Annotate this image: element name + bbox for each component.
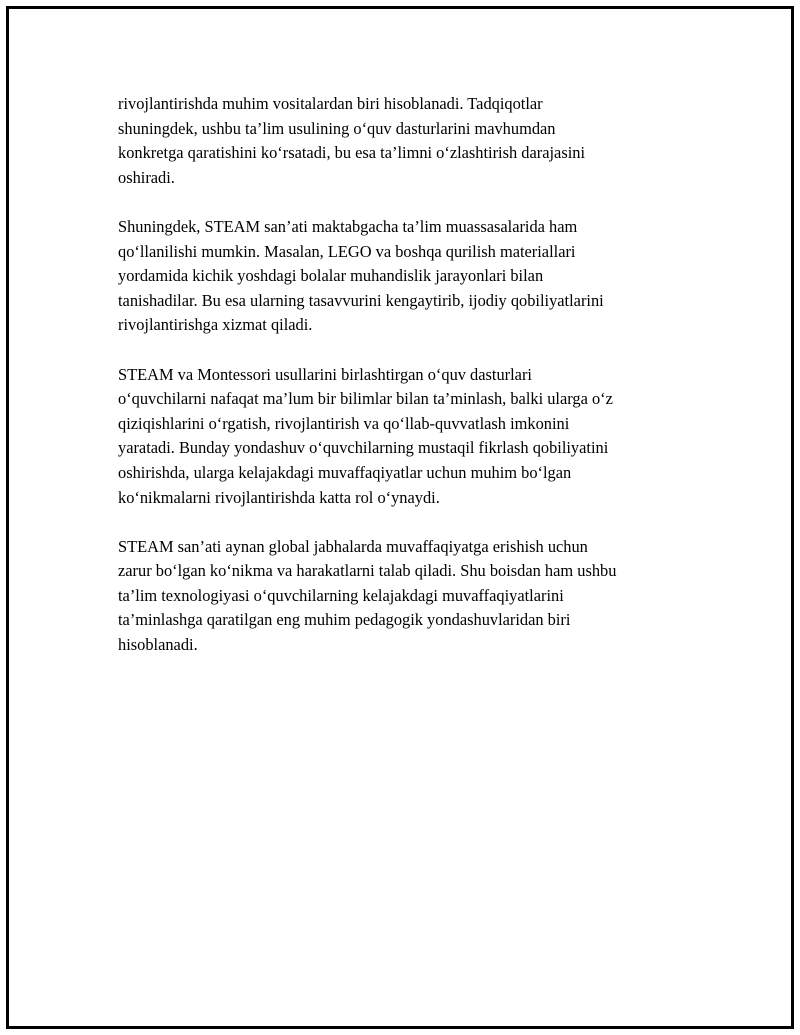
text-line: shuningdek, ushbu ta’lim usulining o‘quv dasturlarini mavhumdan (118, 118, 556, 138)
text-line: ko‘nikmalarni rivojlantirishda katta rol o‘ynaydi. (118, 487, 440, 507)
text-line: o‘quvchilarni nafaqat ma’lum bir bilimlar bilan ta’minlash, balki ularga o‘z (118, 389, 613, 409)
text-line: rivojlantirishda muhim vositalardan biri hisoblanadi. Tadqiqotlar (118, 94, 543, 113)
text-line: hisoblanadi. (118, 635, 198, 655)
paragraph-4 (118, 535, 688, 658)
document-body (118, 92, 688, 682)
text-line: yaratadi. Bunday yondashuv o‘quvchilarning mustaqil fikrlash qobiliyatini (118, 438, 609, 458)
text-line: Shuningdek, STEAM san’ati maktabgacha ta’lim muassasalarida ham (118, 216, 578, 236)
text-line: yordamida kichik yoshdagi bolalar muhandislik jarayonlari bilan (118, 266, 544, 286)
text-line: ta’minlashga qaratilgan eng muhim pedagogik yondashuvlaridan biri (118, 610, 571, 630)
text-line: oshiradi. (118, 167, 175, 187)
paragraph-1 (118, 92, 688, 190)
text-line: ta’lim texnologiyasi o‘quvchilarning kelajakdagi muvaffaqiyatlarini (118, 585, 564, 605)
paragraph-3 (118, 363, 688, 511)
text-line: rivojlantirishga xizmat qiladi. (118, 315, 313, 335)
text-line: zarur bo‘lgan ko‘nikma va harakatlarni talab qiladi. Shu boisdan ham ushbu (118, 561, 617, 581)
text-line: STEAM va Montessori usullarini birlashtirgan o‘quv dasturlari (118, 364, 532, 384)
text-line: qiziqishlarini o‘rgatish, rivojlantirish va qo‘llab-quvvatlash imkonini (118, 413, 570, 433)
text-line: qo‘llanilishi mumkin. Masalan, LEGO va boshqa qurilish materiallari (118, 241, 576, 261)
text-line: konkretga qaratishini ko‘rsatadi, bu esa ta’limni o‘zlashtirish darajasini (118, 143, 585, 163)
text-line: STEAM san’ati aynan global jabhalarda muvaffaqiyatga erishish uchun (118, 536, 588, 556)
text-line: oshirishda, ularga kelajakdagi muvaffaqiyatlar uchun muhim bo‘lgan (118, 462, 572, 482)
paragraph-2 (118, 215, 688, 338)
text-line: tanishadilar. Bu esa ularning tasavvurini kengaytirib, ijodiy qobiliyatlarini (118, 290, 604, 310)
